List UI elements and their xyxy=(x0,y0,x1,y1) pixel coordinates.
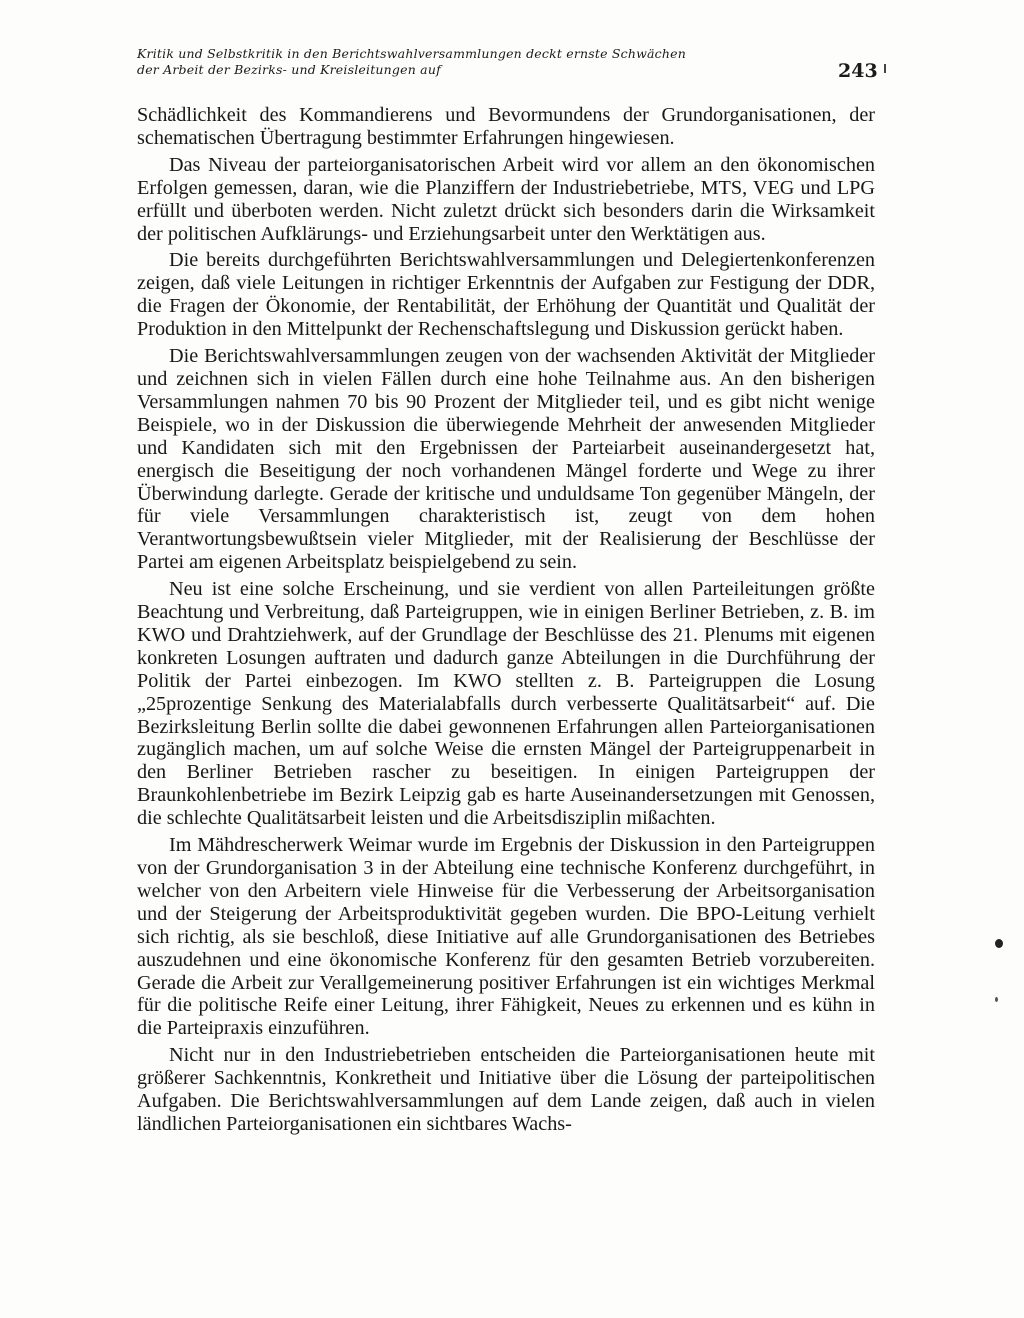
page-number: 243 xyxy=(838,60,878,82)
paragraph: Neu ist eine solche Erscheinung, und sie verdient von allen Parteileitungen größte Beachtung und Verbreitung, daß Parteigruppen, wie in einigen Berliner Betrieben, z. B. im KWO und Drahtziehwerk, auf der Grundlage der Beschlüsse des 21. Plenums mit eigenen konkreten Losungen auftraten und dadurch ganze Abteilungen in die Durchführung der Politik der Partei einbezogen. Im KWO stellten z. B. Parteigruppen die Losung „25prozentige Senkung des Materialabfalls durch verbesserte Qualitätsarbeit“ auf. Die Bezirksleitung Berlin sollte die dabei gewonnenen Erfahrungen allen Parteiorganisationen zugänglich machen, um auf solche Weise die ernsten Mängel der Parteigruppenarbeit in den Berliner Betrieben rascher zu beseitigen. In einigen Parteigruppen der Braunkohlenbetriebe im Bezirk Leipzig gab es harte Auseinandersetzungen mit Genossen, die schlechte Qualitätsarbeit leisten und die Arbeitsdisziplin mißachten. xyxy=(137,578,875,830)
ink-speck xyxy=(995,997,998,1002)
running-head xyxy=(137,46,757,78)
print-mark xyxy=(884,64,886,73)
running-head-line-2: der Arbeit der Bezirks- und Kreisleitungen auf xyxy=(137,62,441,77)
body-text xyxy=(137,104,875,1140)
paragraph: Die Berichtswahlversammlungen zeugen von der wachsenden Aktivität der Mitglieder und zeichnen sich in vielen Fällen durch eine hohe Teilnahme aus. An den bisherigen Versammlungen nahmen 70 bis 90 Prozent der Mitglieder teil, und es gibt nicht wenige Beispiele, wo in der Diskussion die überwiegende Mehrheit der anwesenden Mitglieder und Kandidaten sich mit den Ergebnissen der Parteiarbeit auseinandergesetzt hat, energisch die Beseitigung der noch vorhandenen Mängel forderte und Wege zu ihrer Überwindung darlegte. Gerade der kritische und unduldsame Ton gegenüber Mängeln, der für viele Versammlungen charakteristisch ist, zeugt von dem hohen Verantwortungsbewußtsein vieler Mitglieder, mit der Realisierung der Beschlüsse der Partei am eigenen Arbeitsplatz beispielgebend zu sein. xyxy=(137,345,875,574)
ink-speck xyxy=(995,939,1003,948)
paragraph: Nicht nur in den Industriebetrieben entscheiden die Parteiorganisationen heute mit größerer Sachkenntnis, Konkretheit und Initiative über die Lösung der parteipolitischen Aufgaben. Die Berichtswahlversammlungen auf dem Lande zeigen, daß auch in vielen ländlichen Parteiorganisationen ein sichtbares Wachs- xyxy=(137,1044,875,1135)
paragraph: Das Niveau der parteiorganisatorischen Arbeit wird vor allem an den ökonomischen Erfolgen gemessen, daran, wie die Planziffern der Industriebetriebe, MTS, VEG und LPG erfüllt und überboten werden. Nicht zuletzt drückt sich besonders darin die Wirksamkeit der politischen Aufklärungs- und Erziehungsarbeit unter den Werktätigen aus. xyxy=(137,153,875,245)
paragraph: Die bereits durchgeführten Berichtswahlversammlungen und Delegiertenkonferenzen zeigen, daß viele Leitungen in richtiger Erkenntnis der Aufgaben zur Festigung der DDR, die Fragen der Ökonomie, der Rentabilität, der Erhöhung der Quantität und Qualität der Produktion in den Mittelpunkt der Rechenschaftslegung und Diskussion gerückt haben. xyxy=(137,249,875,341)
paragraph: Im Mähdrescherwerk Weimar wurde im Ergebnis der Diskussion in den Parteigruppen von der Grundorganisation 3 in der Abteilung eine technische Konferenz durchgeführt, in welcher von den Arbeitern viele Hinweise für die Verbesserung der Arbeitsorganisation und der Steigerung der Arbeitsproduktivität gegeben wurden. Die BPO-Leitung verhielt sich richtig, als sie beschloß, diese Initiative auf alle Grundorganisationen des Betriebes auszudehnen und eine ökonomische Konferenz für den gesamten Betrieb vorzubereiten. Gerade die Arbeit zur Verallgemeinerung positiver Erfahrungen ist ein wichtiges Merkmal für die politische Reife einer Leitung, ihrer Fähigkeit, Neues zu erkennen und es kühn in die Parteipraxis einzuführen. xyxy=(137,834,875,1040)
paragraph: Schädlichkeit des Kommandierens und Bevormundens der Grundorganisationen, der schematischen Übertragung bestimmter Erfahrungen hingewiesen. xyxy=(137,104,875,149)
running-head-line-1: Kritik und Selbstkritik in den Berichtswahlversammlungen deckt ernste Schwächen xyxy=(137,46,686,61)
